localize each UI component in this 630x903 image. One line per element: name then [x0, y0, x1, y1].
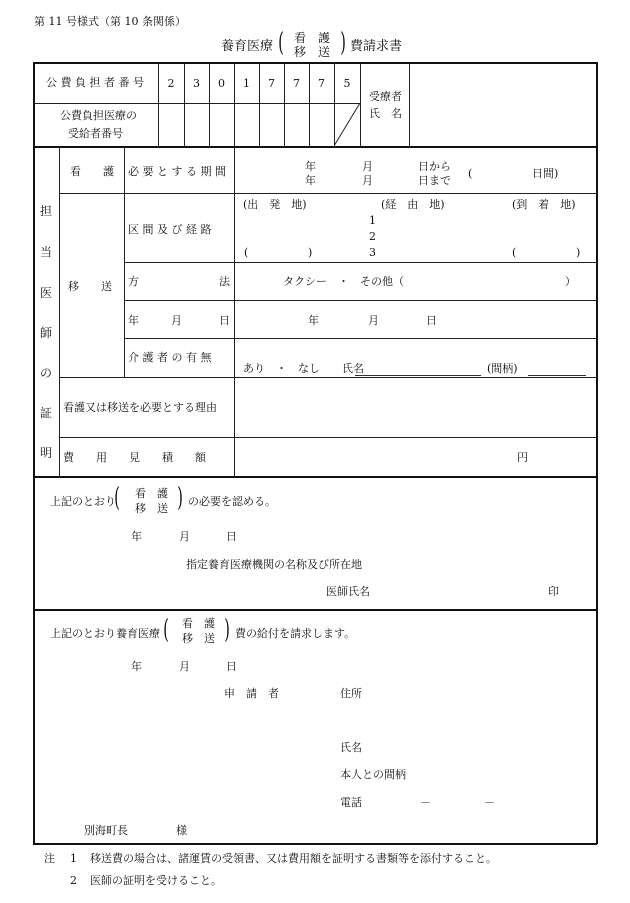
departure-paren-open: ( [244, 246, 249, 259]
burden-number-label: 公 費 負 担 者 番 号 [46, 76, 144, 89]
period-from-year: 年 [305, 160, 316, 173]
approval-seal: 印 [548, 585, 559, 598]
cert-side-label: 師 [40, 326, 53, 340]
route-via: (経 由 地) [381, 198, 445, 211]
section-divider-2 [33, 476, 597, 478]
caregiver-label: 介 護 者 の 有 無 [128, 351, 212, 364]
period-from-month: 月 [362, 160, 373, 173]
method-value: タクシー ・ その他（ [283, 275, 404, 288]
frame-bottom [33, 843, 597, 845]
header-col-6 [309, 63, 310, 146]
request-month: 月 [179, 660, 190, 673]
route-via-2: 2 [369, 230, 376, 243]
approval-month: 月 [179, 530, 190, 543]
title-paren-close: ) [340, 28, 346, 58]
approval-paren-open: ( [114, 483, 120, 513]
cost-label: 費 用 見 積 額 [63, 451, 206, 464]
date-label-month: 月 [171, 314, 182, 327]
request-day: 日 [226, 660, 237, 673]
request-paren-open: ( [163, 615, 169, 645]
header-row-divider [34, 103, 360, 104]
frame-right [596, 62, 598, 844]
period-to-month: 月 [362, 174, 373, 187]
applicant-phone: 電話 [340, 796, 362, 809]
cert-side-label: 証 [40, 406, 53, 420]
period-label: 必 要 と す る 期 間 [128, 165, 226, 178]
cert-row-6 [60, 437, 596, 438]
method-label-b: 法 [219, 275, 230, 288]
burden-digit: 5 [343, 77, 351, 90]
request-year: 年 [131, 660, 142, 673]
cert-row-1 [60, 193, 596, 194]
period-days-open: ( [468, 167, 473, 180]
title-suffix: 費請求書 [350, 39, 403, 54]
cert-side-label: 当 [40, 245, 53, 259]
burden-digit: 3 [193, 77, 200, 90]
caregiver-value: あり ・ なし 氏名 [243, 362, 364, 375]
caregiver-relation: (間柄) [487, 362, 518, 375]
request-paren-close: ) [224, 615, 230, 645]
cert-side-label: 医 [40, 286, 53, 300]
burden-digit: 0 [218, 77, 225, 90]
mayor-label: 別海町長 [84, 824, 128, 837]
request-suffix: 費の給付を請求します。 [235, 627, 356, 640]
nursing-label: 看 護 [70, 165, 114, 178]
applicant-relation: 本人との間柄 [340, 768, 406, 781]
period-days: 日間) [532, 167, 559, 180]
notes-label: 注 [44, 852, 55, 865]
burden-digit: 7 [268, 77, 275, 90]
cert-row-4 [125, 338, 596, 339]
cert-row-3 [125, 300, 596, 301]
phone-dash-1: － [420, 796, 431, 809]
approval-institution: 指定養育医療機関の名称及び所在地 [186, 558, 362, 571]
request-option-nursing: 看 護 [182, 617, 215, 630]
approval-suffix: の必要を認める。 [188, 495, 276, 508]
date-value-month: 月 [368, 314, 379, 327]
phone-dash-2: － [484, 796, 495, 809]
period-to-year: 年 [305, 174, 316, 187]
method-close: ） [565, 275, 576, 288]
arrival-paren-open: ( [512, 246, 517, 259]
cert-row-2 [125, 262, 596, 263]
approval-paren-close: ) [177, 483, 183, 513]
burden-digit: 7 [293, 77, 300, 90]
cert-side-label: 担 [40, 204, 53, 218]
burden-digit: 7 [318, 77, 325, 90]
mayor-sama: 様 [176, 824, 187, 837]
applicant-name: 氏名 [340, 741, 362, 754]
title-paren-open: ( [278, 28, 284, 58]
route-via-3: 3 [369, 246, 376, 259]
date-label-day: 日 [219, 314, 230, 327]
date-value-year: 年 [308, 314, 319, 327]
patient-label-2: 氏 名 [369, 107, 402, 120]
recipient-number-label-1: 公費負担医療の [60, 109, 137, 122]
period-to-label: 日まで [418, 174, 451, 187]
frame-left [33, 62, 35, 844]
approval-year: 年 [131, 530, 142, 543]
arrival-paren-close: ) [576, 246, 581, 259]
burden-digit: 2 [167, 77, 175, 90]
applicant-address: 住所 [340, 687, 362, 700]
approval-option-transport: 移 送 [135, 502, 168, 515]
header-col-4 [259, 63, 260, 146]
header-col-3 [234, 63, 235, 146]
burden-digit: 1 [243, 77, 250, 90]
cert-row-5 [60, 377, 596, 378]
cert-side-col [59, 147, 60, 476]
route-via-1: 1 [369, 214, 376, 227]
approval-prefix: 上記のとおり [50, 495, 116, 508]
request-prefix: 上記のとおり養育医療 [50, 627, 160, 640]
patient-label-1: 受療者 [369, 90, 402, 103]
header-diagonal [334, 103, 361, 147]
header-col-2 [209, 63, 210, 146]
applicant-label: 申 請 者 [224, 687, 279, 700]
title-prefix: 養育医療 [221, 39, 274, 54]
title-option-transport: 移 送 [294, 45, 331, 59]
route-departure: (出 発 地) [243, 198, 307, 211]
method-label-a: 方 [128, 275, 139, 288]
caregiver-relation-line [528, 375, 586, 376]
header-col-5 [284, 63, 285, 146]
transport-label: 移 送 [68, 280, 112, 293]
section-divider-3 [33, 609, 597, 611]
caregiver-name-line [355, 375, 481, 376]
cert-side-label: 明 [40, 446, 53, 460]
header-col-patient [409, 63, 410, 146]
approval-doctor: 医師氏名 [326, 585, 370, 598]
route-arrival: (到 着 地) [512, 198, 576, 211]
form-number: 第 11 号様式（第 10 条関係） [34, 15, 186, 28]
note-1-number: 1 [70, 852, 77, 865]
period-from-label: 日から [418, 160, 451, 173]
header-col-label [158, 63, 159, 146]
request-option-transport: 移 送 [182, 632, 215, 645]
date-value-day: 日 [426, 314, 437, 327]
recipient-number-label-2: 受給者番号 [68, 127, 123, 140]
note-1-text: 移送費の場合は、諸運賃の受領書、又は費用額を証明する書類等を添付すること。 [90, 852, 497, 865]
date-label-year: 年 [128, 314, 139, 327]
cert-side-label: の [40, 366, 53, 380]
cost-yen: 円 [517, 451, 528, 464]
departure-paren-close: ) [308, 246, 313, 259]
frame-top [33, 62, 597, 64]
route-label: 区 間 及 び 経 路 [128, 223, 212, 236]
note-2-text: 医師の証明を受けること。 [90, 874, 222, 887]
cert-label-col [234, 147, 235, 476]
approval-day: 日 [226, 530, 237, 543]
header-col-1 [184, 63, 185, 146]
note-2-number: 2 [70, 874, 77, 887]
section-divider-1 [33, 146, 597, 148]
title-option-nursing: 看 護 [294, 31, 331, 45]
reason-label: 看護又は移送を必要とする理由 [63, 401, 217, 414]
approval-option-nursing: 看 護 [135, 487, 168, 500]
